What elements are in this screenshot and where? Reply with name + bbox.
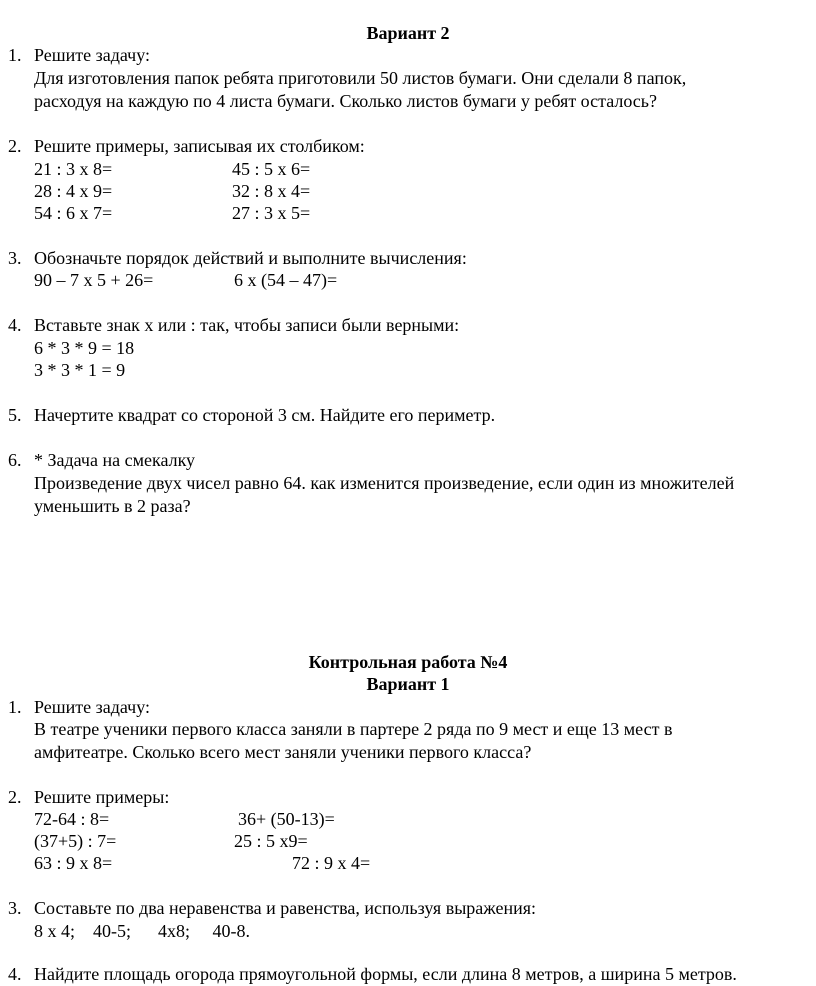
task-text-line: Для изготовления папок ребята приготовили 50 листов бумаги. Они сделали 8 папок,	[34, 68, 687, 88]
example-expression: 72 : 9 х 4=	[292, 853, 371, 873]
task-text-line: уменьшить в 2 раза?	[34, 496, 191, 516]
task-number: 2.	[8, 787, 22, 807]
task-heading: * Задача на смекалку	[34, 450, 196, 470]
task-heading: Решите примеры:	[34, 787, 170, 807]
variant2-title: Вариант 2	[366, 23, 450, 43]
example-expression: 90 – 7 х 5 + 26=	[34, 270, 154, 290]
task-heading: Решите задачу:	[34, 45, 150, 65]
task-number: 5.	[8, 405, 22, 425]
task-number: 3.	[8, 248, 22, 268]
task-text-line: Произведение двух чисел равно 64. как изменится произведение, если один из множителей	[34, 473, 735, 493]
task-heading: Обозначьте порядок действий и выполните вычисления:	[34, 248, 467, 268]
task-text-line: В театре ученики первого класса заняли в партере 2 ряда по 9 мест и еще 13 мест в	[34, 719, 673, 739]
task-number: 1.	[8, 697, 22, 717]
task-heading: Составьте по два неравенства и равенства, используя выражения:	[34, 898, 537, 918]
task-text-line: расходуя на каждую по 4 листа бумаги. Сколько листов бумаги у ребят осталось?	[34, 91, 657, 111]
example-expression: 54 : 6 х 7=	[34, 203, 113, 223]
task-heading: Вставьте знак х или : так, чтобы записи были верными:	[34, 315, 460, 335]
task-number: 3.	[8, 898, 22, 918]
example-expression: 63 : 9 х 8=	[34, 853, 113, 873]
task-number: 1.	[8, 45, 22, 65]
task-heading: Найдите площадь огорода прямоугольной формы, если длина 8 метров, а ширина 5 метров.	[34, 964, 737, 984]
example-expression: 28 : 4 х 9=	[34, 181, 113, 201]
example-expression: 6 х (54 – 47)=	[234, 270, 338, 290]
example-expression: 36+ (50-13)=	[238, 809, 335, 829]
task-heading: Начертите квадрат со стороной 3 см. Найдите его периметр.	[34, 405, 496, 425]
example-expression: 45 : 5 х 6=	[232, 159, 311, 179]
task-number: 6.	[8, 450, 22, 470]
example-expression: 8 х 4; 40-5; 4х8; 40-8.	[34, 921, 250, 941]
task-number: 2.	[8, 136, 22, 156]
example-expression: 6 * 3 * 9 = 18	[34, 338, 135, 358]
example-expression: 25 : 5 х9=	[234, 831, 308, 851]
task-number: 4.	[8, 315, 22, 335]
example-expression: 72-64 : 8=	[34, 809, 110, 829]
example-expression: (37+5) : 7=	[34, 831, 117, 851]
task-heading: Решите задачу:	[34, 697, 150, 717]
control-work-title: Контрольная работа №4	[308, 652, 508, 672]
example-expression: 32 : 8 х 4=	[232, 181, 311, 201]
task-heading: Решите примеры, записывая их столбиком:	[34, 136, 365, 156]
control-variant-title: Вариант 1	[366, 674, 450, 694]
example-expression: 27 : 3 х 5=	[232, 203, 311, 223]
task-number: 4.	[8, 964, 22, 984]
example-expression: 21 : 3 х 8=	[34, 159, 113, 179]
task-text-line: амфитеатре. Сколько всего мест заняли ученики первого класса?	[34, 742, 532, 762]
example-expression: 3 * 3 * 1 = 9	[34, 360, 126, 380]
